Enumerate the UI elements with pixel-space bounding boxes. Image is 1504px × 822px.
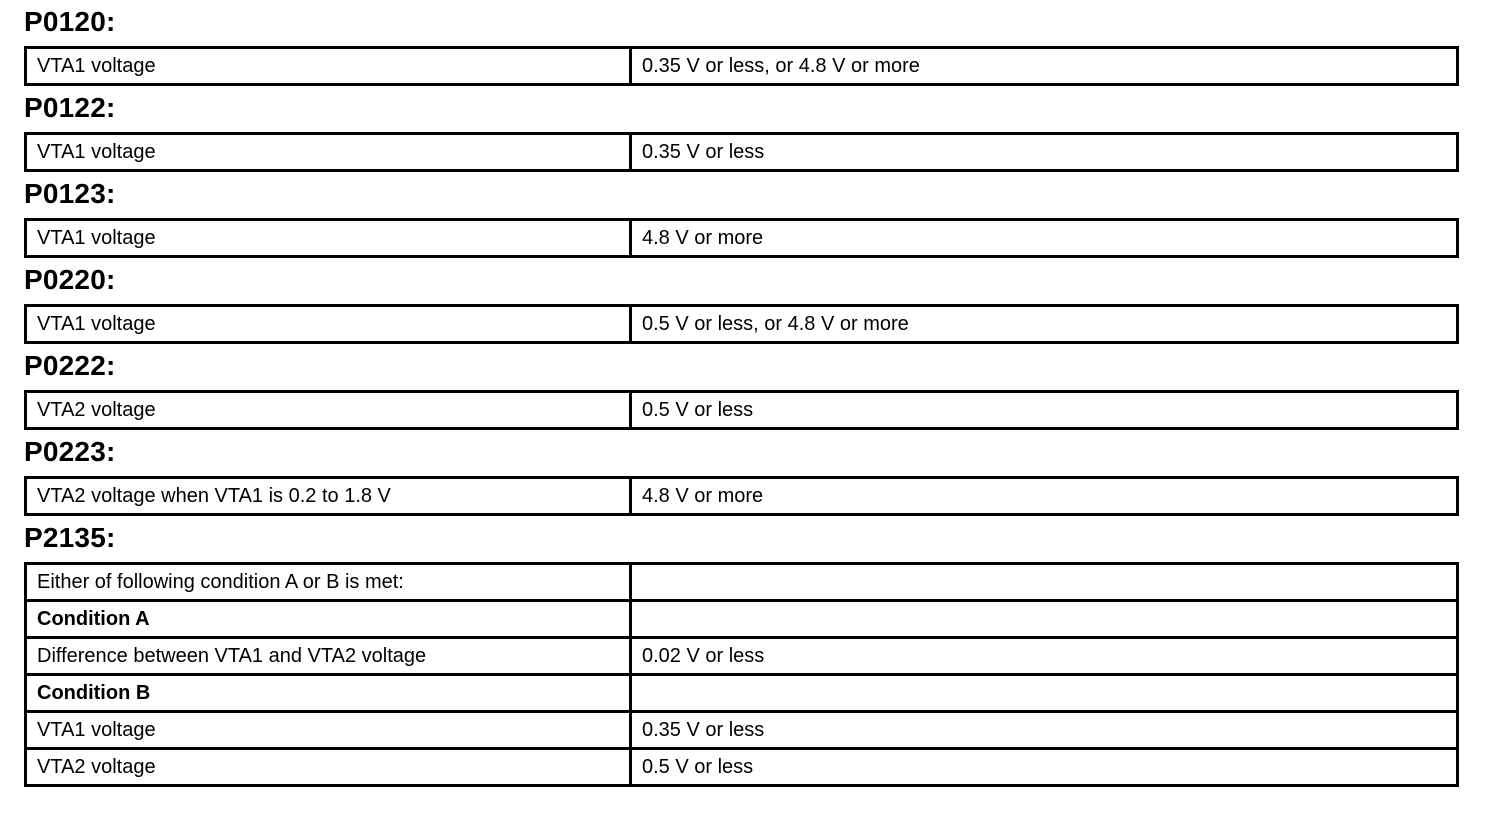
dtc-code-heading: P2135:	[24, 522, 116, 553]
condition-label: VTA1 voltage	[26, 712, 631, 749]
condition-value: 0.02 V or less	[631, 638, 1458, 675]
dtc-section-p0222	[24, 344, 1458, 430]
dtc-code-heading: P0223:	[24, 436, 116, 467]
dtc-code-heading: P0122:	[24, 92, 116, 123]
dtc-code-heading: P0220:	[24, 264, 116, 295]
table-row	[26, 564, 1458, 601]
condition-group-label: Condition A	[26, 601, 631, 638]
document-page	[24, 0, 1458, 787]
table-row	[26, 675, 1458, 712]
condition-value: 0.35 V or less	[631, 712, 1458, 749]
condition-table	[24, 304, 1459, 344]
table-row	[26, 638, 1458, 675]
dtc-section-p0220	[24, 258, 1458, 344]
condition-label: VTA2 voltage	[26, 749, 631, 786]
dtc-section-p0122	[24, 86, 1458, 172]
dtc-section-p0120	[24, 0, 1458, 86]
dtc-section-p0223	[24, 430, 1458, 516]
condition-value	[631, 601, 1458, 638]
condition-value: 0.35 V or less	[631, 134, 1458, 171]
table-row	[26, 392, 1458, 429]
condition-table	[24, 46, 1459, 86]
table-row	[26, 220, 1458, 257]
table-row	[26, 478, 1458, 515]
condition-value: 4.8 V or more	[631, 220, 1458, 257]
condition-value: 0.5 V or less	[631, 392, 1458, 429]
condition-value	[631, 675, 1458, 712]
table-row	[26, 712, 1458, 749]
condition-table	[24, 390, 1459, 430]
condition-group-label: Condition B	[26, 675, 631, 712]
condition-label: VTA2 voltage	[26, 392, 631, 429]
condition-label: VTA2 voltage when VTA1 is 0.2 to 1.8 V	[26, 478, 631, 515]
table-row	[26, 134, 1458, 171]
condition-table	[24, 132, 1459, 172]
condition-table	[24, 218, 1459, 258]
table-row	[26, 306, 1458, 343]
condition-label: VTA1 voltage	[26, 306, 631, 343]
condition-value: 4.8 V or more	[631, 478, 1458, 515]
condition-table	[24, 562, 1459, 787]
condition-value: 0.5 V or less, or 4.8 V or more	[631, 306, 1458, 343]
condition-value	[631, 564, 1458, 601]
condition-label: Either of following condition A or B is met:	[26, 564, 631, 601]
condition-table	[24, 476, 1459, 516]
table-row	[26, 601, 1458, 638]
table-row	[26, 48, 1458, 85]
dtc-code-heading: P0123:	[24, 178, 116, 209]
dtc-section-p2135	[24, 516, 1458, 787]
table-row	[26, 749, 1458, 786]
condition-value: 0.5 V or less	[631, 749, 1458, 786]
condition-label: Difference between VTA1 and VTA2 voltage	[26, 638, 631, 675]
condition-label: VTA1 voltage	[26, 134, 631, 171]
condition-value: 0.35 V or less, or 4.8 V or more	[631, 48, 1458, 85]
dtc-code-heading: P0120:	[24, 6, 116, 37]
condition-label: VTA1 voltage	[26, 48, 631, 85]
dtc-code-heading: P0222:	[24, 350, 116, 381]
dtc-section-p0123	[24, 172, 1458, 258]
condition-label: VTA1 voltage	[26, 220, 631, 257]
